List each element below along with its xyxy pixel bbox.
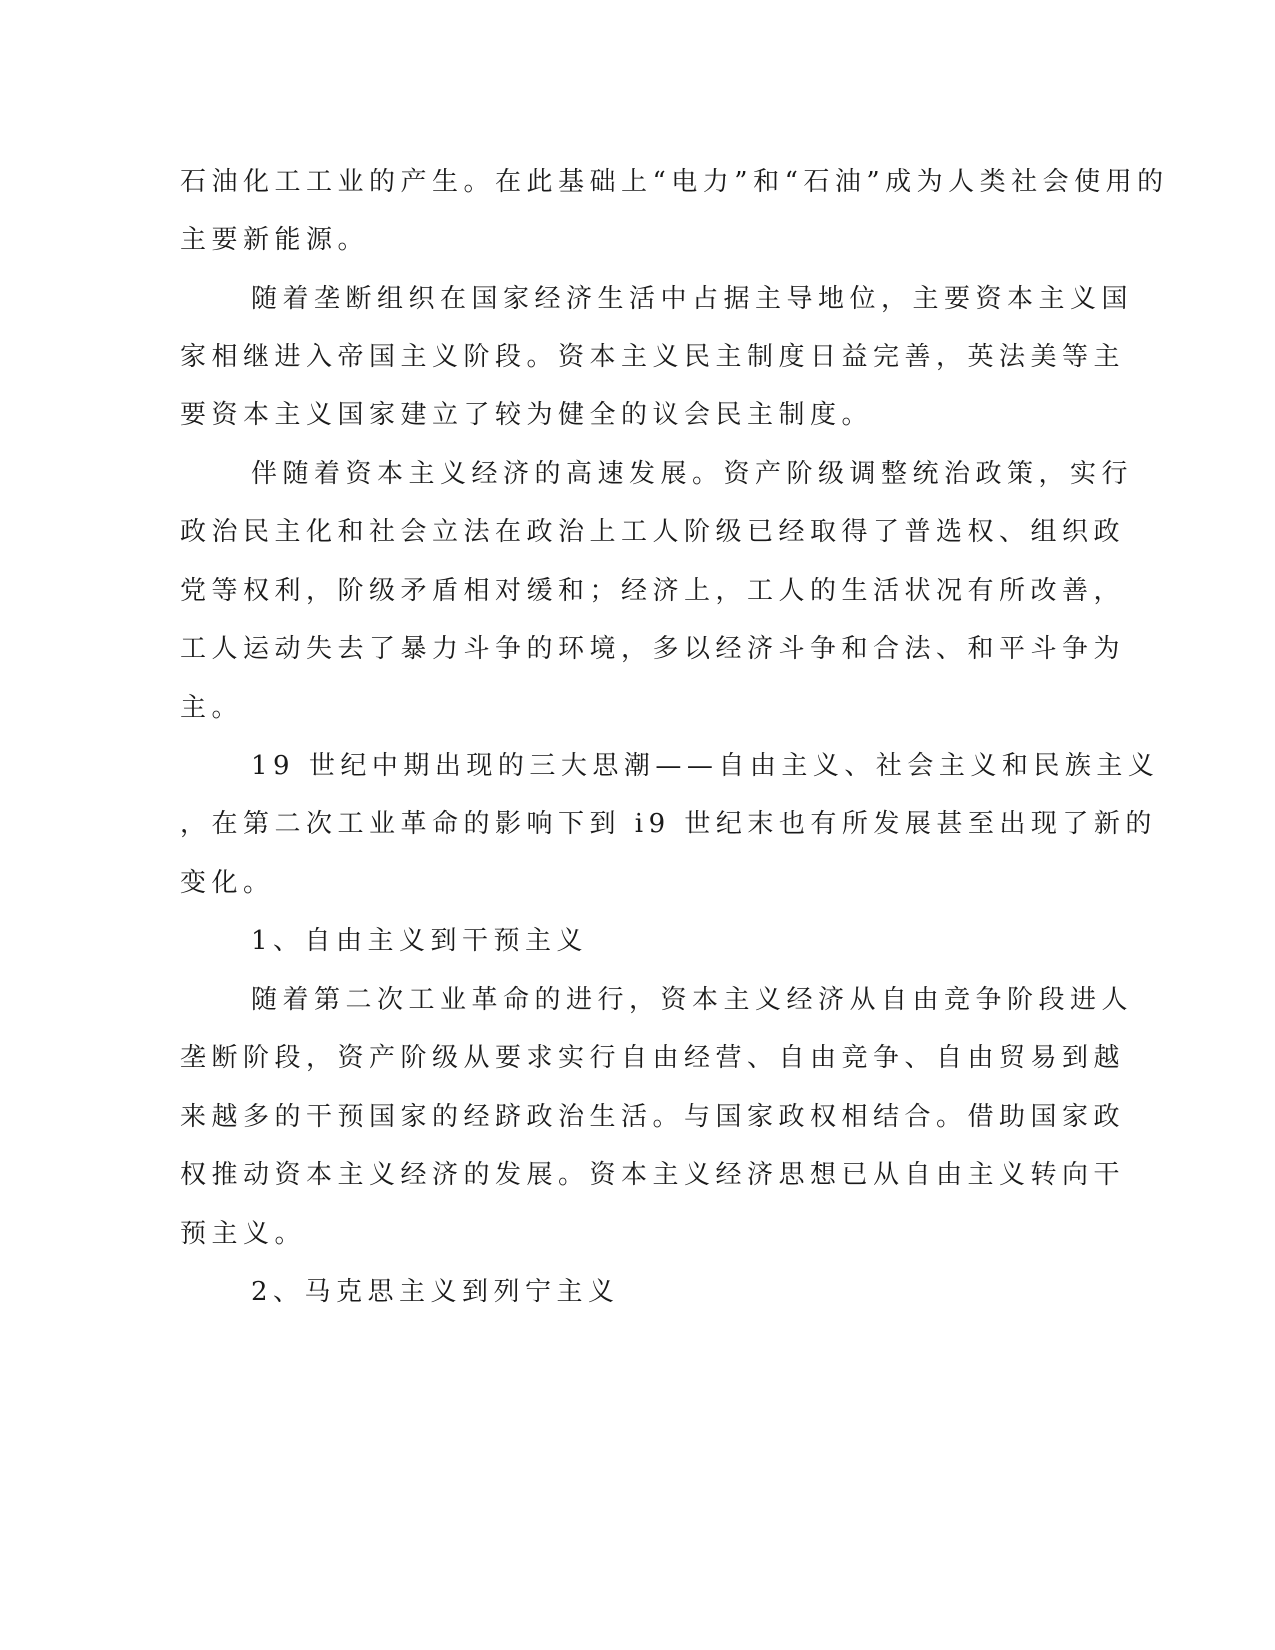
paragraph-5-line-1: 随着第二次工业革命的进行，资本主义经济从自由竞争阶段进人 [251, 985, 1134, 1015]
paragraph-5-line-2: 垄断阶段，资产阶级从要求实行自由经营、自由竞争、自由贸易到越 [180, 1043, 1126, 1073]
paragraph-3-line-4: 工人运动失去了暴力斗争的环境，多以经济斗争和合法、和平斗争为 [180, 634, 1126, 664]
paragraph-5-line-4: 权推动资本主义经济的发展。资本主义经济思想已从自由主义转向干 [180, 1160, 1126, 1190]
paragraph-1-line-2: 主要新能源。 [180, 225, 370, 255]
paragraph-2-line-1: 随着垄断组织在国家经济生活中占据主导地位，主要资本主义国 [251, 284, 1134, 314]
paragraph-3-line-5: 主。 [180, 693, 244, 723]
paragraph-1-line-1: 石油化工工业的产生。在此基础上“电力”和“石油”成为人类社会使用的 [180, 167, 1169, 197]
paragraph-4-line-2: ，在第二次工业革命的影响下到 i9 世纪末也有所发展甚至出现了新的 [180, 809, 1157, 839]
paragraph-4-line-1: 19 世纪中期出现的三大思潮——自由主义、社会主义和民族主义 [251, 751, 1160, 781]
paragraph-2-line-3: 要资本主义国家建立了较为健全的议会民主制度。 [180, 400, 874, 430]
section-heading-1: 1、自由主义到干预主义 [251, 926, 589, 956]
paragraph-2-line-2: 家相继进入帝国主义阶段。资本主义民主制度日益完善，英法美等主 [180, 342, 1126, 372]
paragraph-3-line-2: 政治民主化和社会立法在政治上工人阶级已经取得了普选权、组织政 [180, 517, 1126, 547]
paragraph-3-line-1: 伴随着资本主义经济的高速发展。资产阶级调整统治政策，实行 [251, 459, 1134, 489]
paragraph-4-line-3: 变化。 [180, 868, 275, 898]
section-heading-2: 2、马克思主义到列宁主义 [251, 1277, 620, 1307]
paragraph-5-line-5: 预主义。 [180, 1219, 307, 1249]
paragraph-5-line-3: 来越多的干预国家的经跻政治生活。与国家政权相结合。借助国家政 [180, 1102, 1126, 1132]
paragraph-3-line-3: 党等权利，阶级矛盾相对缓和；经济上，工人的生活状况有所改善， [180, 576, 1126, 606]
